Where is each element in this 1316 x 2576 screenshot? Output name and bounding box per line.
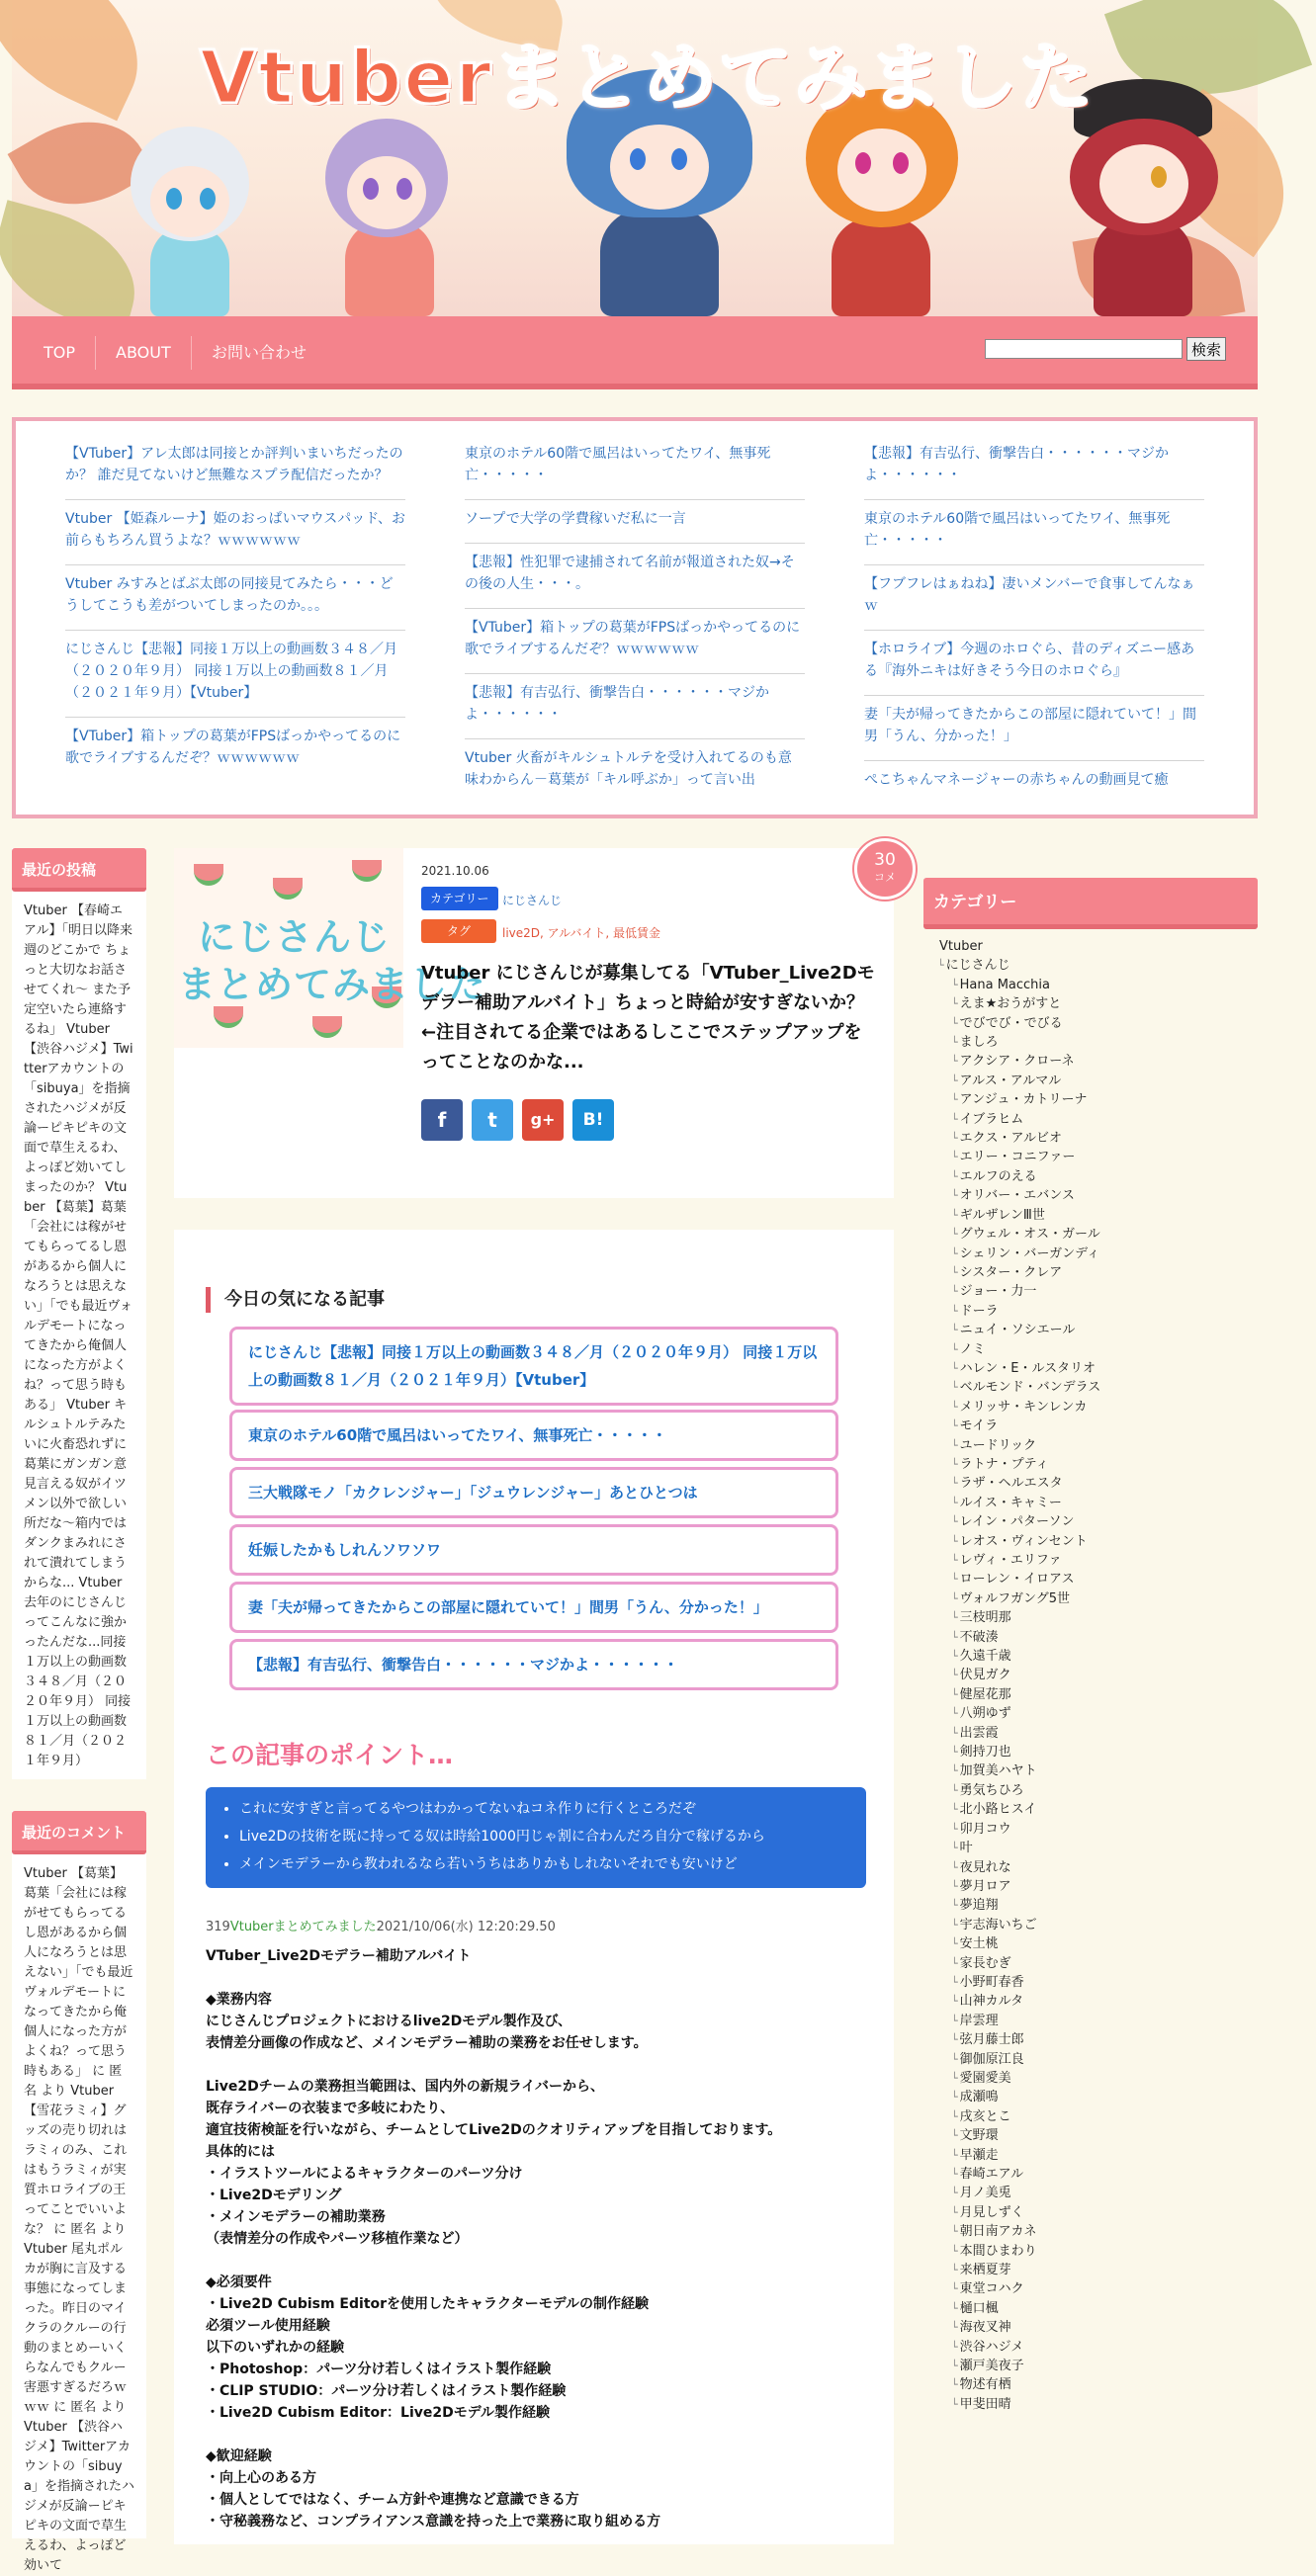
category-item[interactable]: └ 健屋花那 xyxy=(939,1685,1258,1704)
post-body-line: ・CLIP STUDIO：パーツ分け若しくはイラスト製作経験 xyxy=(206,2383,567,2399)
post-body-line: ・Live2Dモデリング xyxy=(206,2188,342,2203)
related-link[interactable]: 【フブフレはぁねね】凄いメンバーで食事してんなぁｗ xyxy=(864,565,1204,631)
related-link[interactable]: 東京のホテル60階で風呂はいってたワイ、無事死亡・・・・・ xyxy=(465,435,805,500)
link-column-2 xyxy=(465,435,805,788)
category-item[interactable]: └ グウェル・オス・ガール xyxy=(939,1225,1258,1244)
category-item[interactable]: └ 北小路ヒスイ xyxy=(939,1800,1258,1819)
category-item[interactable]: └ 山神カルタ xyxy=(939,1992,1258,2011)
category-item[interactable]: └ 早瀬走 xyxy=(939,2146,1258,2165)
category-item[interactable]: └ 久遠千歳 xyxy=(939,1647,1258,1666)
article-points-box xyxy=(206,1787,866,1888)
category-item[interactable]: └ メリッサ・キンレンカ xyxy=(939,1398,1258,1417)
category-item[interactable]: └ エクス・アルビオ xyxy=(939,1129,1258,1148)
category-item[interactable]: └ ハレン・E・ルスタリオ xyxy=(939,1359,1258,1378)
category-item[interactable]: └ 月ノ美兎 xyxy=(939,2184,1258,2202)
google-plus-share-icon[interactable]: g+ xyxy=(522,1099,564,1141)
post-body-line: ◆必須要件 xyxy=(206,2275,272,2290)
today-article-link[interactable]: にじさんじ【悲報】同接１万以上の動画数３４８／月（２０２０年９月） 同接１万以上の動画数８１／月（２０２１年９月）【Vtuber】 xyxy=(229,1327,838,1406)
related-link[interactable]: Vtuber 火畜がキルシュトルテを受け入れてるのも意味わからん－葛葉が「キル呼ぶか」って言い出 xyxy=(465,750,792,788)
related-links-box xyxy=(12,417,1258,818)
article-point: • これに安すぎと言ってるやつはわかってないねコネ作りに行くところだぞ xyxy=(239,1795,852,1823)
category-item[interactable]: └ 夢月ロア xyxy=(939,1877,1258,1896)
category-widget-title: カテゴリー xyxy=(923,878,1258,929)
post-body-line: ・個人としてではなく、チーム方針や連携など意識できる方 xyxy=(206,2492,579,2508)
article-card xyxy=(174,848,894,1198)
category-item[interactable]: └ 三枝明那 xyxy=(939,1608,1258,1627)
link-column-1 xyxy=(65,435,405,783)
search-input[interactable] xyxy=(985,339,1183,359)
post-body-line xyxy=(206,2250,868,2272)
tag-badge: タグ xyxy=(421,919,496,943)
recent-comments-widget xyxy=(12,1811,146,2573)
category-item[interactable]: └ 小野町春香 xyxy=(939,1973,1258,1992)
post-body-line: ◆業務内容 xyxy=(206,1992,272,2008)
category-item[interactable]: └ イブラヒム xyxy=(939,1110,1258,1129)
post-body-line xyxy=(206,2424,868,2446)
category-item[interactable]: └ 家長むぎ xyxy=(939,1954,1258,1973)
category-item[interactable]: └ ノミ xyxy=(939,1340,1258,1359)
category-item[interactable]: └ アンジュ・カトリーナ xyxy=(939,1090,1258,1109)
category-item[interactable]: └ でびでび・でびる xyxy=(939,1014,1258,1033)
category-item[interactable]: └ エリー・コニファー xyxy=(939,1148,1258,1166)
category-item[interactable]: └ ルイス・キャミー xyxy=(939,1494,1258,1512)
related-link[interactable]: 妻「夫が帰ってきたからこの部屋に隠れていて！」間男「うん、分かった！」 xyxy=(864,696,1204,761)
facebook-share-icon[interactable]: f xyxy=(421,1099,463,1141)
today-articles-heading: 今日の気になる記事 xyxy=(206,1287,385,1313)
recent-comments-title: 最近のコメント xyxy=(12,1811,146,1854)
post-body-line xyxy=(206,1967,868,1989)
category-item[interactable]: └ 瀬戸美夜子 xyxy=(939,2357,1258,2375)
today-article-link[interactable]: 【悲報】有吉弘行、衝撃告白・・・・・・マジかよ・・・・・・ xyxy=(229,1639,838,1690)
recent-comments-list[interactable]: Vtuber 【葛葉】葛葉「会社には稼がせてもらってるし恩があるから個人になろうとは思えない」「でも最近ヴォルデモートになってきたから俺個人になった方がよくね？って思う時もある」 に 匿名 より Vtuber 【雪花ラミィ】グッズの売り切れはラミィのみ、これはもうラミィが実質ホロライブの王ってことでいいよな？ に 匿名 より Vtuber 尾丸ポルカが胸に言及する事態になってしまった。昨日のマイクラのクルーの行動のまとめーいくらなんでもクルー害悪すぎるだろｗｗｗ に 匿名 より Vtuber 【渋谷ハジメ】Twitterアカウントの「sibuya」を指摘されたハジメが反論ーピキピキの文面で草生えるわ、よっぽど効いて xyxy=(24,1866,134,2573)
post-body-line: 以下のいずれかの経験 xyxy=(206,2340,344,2356)
post-body-line: ・守秘義務など、コンプライアンス意識を持った上で業務に取り組める方 xyxy=(206,2514,661,2530)
comment-unit: コメ xyxy=(874,871,896,884)
category-item[interactable]: └ アクシア・クローネ xyxy=(939,1052,1258,1071)
article-body xyxy=(174,1230,894,2544)
related-link[interactable]: 【悲報】性犯罪で逮捕されて名前が報道された奴→その後の人生・・・。 xyxy=(465,544,805,609)
comment-count-badge[interactable] xyxy=(854,838,916,900)
category-item[interactable]: └ えま★おうがすと xyxy=(939,994,1258,1013)
twitter-share-icon[interactable]: t xyxy=(472,1099,513,1141)
post-body-line: 既存ライバーの衣装まで多岐にわたり、 xyxy=(206,2101,455,2116)
link-column-3 xyxy=(864,435,1204,805)
post-body-line: ◆歓迎経験 xyxy=(206,2448,272,2464)
category-item[interactable]: └ 宇志海いちご xyxy=(939,1916,1258,1934)
nav-top[interactable]: TOP xyxy=(24,336,96,370)
category-item[interactable]: └ 甲斐田晴 xyxy=(939,2395,1258,2414)
category-item[interactable]: └ 叶 xyxy=(939,1839,1258,1857)
category-item[interactable]: └ 安土桃 xyxy=(939,1934,1258,1953)
category-item[interactable]: └ 春崎エアル xyxy=(939,2165,1258,2184)
post-meta xyxy=(206,1916,556,1934)
category-item[interactable]: └ ベルモンド・バンデラス xyxy=(939,1378,1258,1397)
related-link[interactable]: 【VTuber】箱トップの葛葉がFPSばっかやってるのに歌でライブするんだぞ？ｗｗｗｗｗｗ xyxy=(65,729,401,766)
category-root[interactable]: Vtuber xyxy=(939,939,983,954)
related-link[interactable]: ぺこちゃんマネージャーの赤ちゃんの動画見て癒 xyxy=(864,772,1169,788)
category-item[interactable]: └ 来栖夏芽 xyxy=(939,2261,1258,2279)
category-item[interactable]: └ レイン・パターソン xyxy=(939,1512,1258,1531)
category-item[interactable]: └ 渋谷ハジメ xyxy=(939,2338,1258,2357)
post-body-line: にじさんじプロジェクトにおけるlive2Dモデル製作及び、 xyxy=(206,2014,572,2029)
today-article-link[interactable]: 妻「夫が帰ってきたからこの部屋に隠れていて！」間男「うん、分かった！」 xyxy=(229,1582,838,1633)
category-item[interactable]: └ 本間ひまわり xyxy=(939,2242,1258,2261)
category-item[interactable]: └ 御伽原江良 xyxy=(939,2050,1258,2069)
nav-about[interactable]: ABOUT xyxy=(96,336,192,370)
search-button[interactable]: 検索 xyxy=(1186,337,1226,361)
post-body-line: ・Live2D Cubism Editorを使用したキャラクターモデルの制作経験 xyxy=(206,2296,650,2312)
related-link[interactable]: にじさんじ【悲報】同接１万以上の動画数３４８／月（２０２０年９月） 同接１万以上の動画数８１／月（２０２１年９月）【Vtuber】 xyxy=(65,631,405,718)
category-item[interactable]: └ レヴィ・エリファ xyxy=(939,1551,1258,1570)
today-article-link[interactable]: 妊娠したかもしれんソワソワ xyxy=(229,1524,838,1576)
article-date: 2021.10.06 xyxy=(421,864,489,878)
article-title[interactable]: Vtuber にじさんじが募集してる「VTuber_Live2Dモデラー補助アルバイト」ちょっと時給が安すぎないか？←注目されてる企業ではあるしここでステップアップをってことなのかな... xyxy=(421,963,875,1073)
post-body-line: VTuber_Live2Dモデラー補助アルバイト xyxy=(206,1948,472,1964)
recent-posts-list[interactable]: Vtuber 【春崎エアル】「明日以降来週のどこかで ちょっと大切なお話させてくれ～ また予定空いたら連絡するね」 Vtuber 【渋谷ハジメ】Twitterアカウントの「sibuya」を指摘されたハジメが反論ーピキピキの文面で草生えるわ、よっぽど効いてしまったのか？ Vtuber 【葛葉】葛葉「会社には稼がせてもらってるし恩があるから個人になろうとは思えない」「でも最近ヴォルデモートになってきたから俺個人になった方がよくね？って思う時もある」 Vtuber キルシュトルテみたいに火畜恐れずに葛葉にガンガン意見言える奴がイツメン以外で欲しい所だな～箱内ではダンクまみれにされて潰れてしまうからな... Vtuber 去年のにじさんじってこんなに強かったんだな...同接１万以上の動画数３４８／月（２０２０年９月） 同接１万以上の動画数８１／月（２０２１年９月） xyxy=(24,903,133,1768)
post-body-line xyxy=(206,2054,868,2076)
character-illustration xyxy=(121,119,259,316)
related-link[interactable]: 【ホロライブ】今週のホロぐら、昔のディズニー感ある『海外ニキは好きそう今日のホロぐら』 xyxy=(864,631,1204,696)
category-widget xyxy=(923,878,1258,2414)
category-item[interactable]: └ ましろ xyxy=(939,1033,1258,1052)
category-item[interactable]: └ レオス・ヴィンセント xyxy=(939,1532,1258,1551)
category-item[interactable]: └ ラザ・ヘルエスタ xyxy=(939,1474,1258,1493)
category-item[interactable]: └ 加賀美ハヤト xyxy=(939,1761,1258,1780)
category-item[interactable]: └ 海夜叉神 xyxy=(939,2318,1258,2337)
article-point: • メインモデラーから教われるなら若いうちはありかもしれないそれでも安いけど xyxy=(239,1850,852,1878)
post-body-line: ・メインモデラーの補助業務 xyxy=(206,2209,386,2225)
category-item[interactable]: └ ユードリック xyxy=(939,1436,1258,1455)
post-body-line: Live2Dチームの業務担当範囲は、国内外の新規ライバーから、 xyxy=(206,2079,605,2095)
category-item[interactable]: └ シスター・クレア xyxy=(939,1263,1258,1282)
category-item[interactable]: └ 剣持刀也 xyxy=(939,1743,1258,1761)
post-body-line: ・Live2D Cubism Editor：Live2Dモデル製作経験 xyxy=(206,2405,551,2421)
article-points-heading: この記事のポイント… xyxy=(206,1741,454,1769)
post-author: Vtuberまとめてみました xyxy=(229,1920,377,1934)
category-item[interactable]: └ 東堂コハク xyxy=(939,2279,1258,2298)
post-body-line: 表情差分画像の作成など、メインモデラー補助の業務をお任せします。 xyxy=(206,2035,648,2051)
category-item[interactable]: └ 夢追翔 xyxy=(939,1896,1258,1915)
today-article-link[interactable]: 東京のホテル60階で風呂はいってたワイ、無事死亡・・・・・ xyxy=(229,1410,838,1461)
category-item[interactable]: └ 物述有栖 xyxy=(939,2375,1258,2394)
recent-posts-widget xyxy=(12,848,146,1779)
category-item[interactable]: └ ジョー・力一 xyxy=(939,1282,1258,1301)
category-item[interactable]: └ シェリン・バーガンディ xyxy=(939,1245,1258,1263)
related-link[interactable]: 【VTuber】箱トップの葛葉がFPSばっかやってるのに歌でライブするんだぞ？ｗｗｗｗｗｗ xyxy=(465,609,805,674)
post-body-line: 適宜技術検証を行いながら、チームとしてLive2Dのクオリティアップを目指しております。 xyxy=(206,2122,782,2138)
category-badge: カテゴリー xyxy=(421,887,498,910)
site-title[interactable]: Vtuberまとめてみました xyxy=(200,36,1095,121)
category-item[interactable]: └ エルフのえる xyxy=(939,1167,1258,1186)
article-point: • Live2Dの技術を既に持ってる奴は時給1000円じゃ割に合わんだろ自分で稼げるから xyxy=(239,1823,852,1850)
category-item[interactable]: └ 勇気ちひろ xyxy=(939,1781,1258,1800)
post-body-line: ・イラストツールによるキャラクターのパーツ分け xyxy=(206,2166,523,2182)
comment-count: 30 xyxy=(874,850,896,870)
post-body-line: 必須ツール使用経験 xyxy=(206,2318,330,2334)
category-item[interactable]: └ 伏見ガク xyxy=(939,1666,1258,1684)
category-item[interactable]: └ 出雲霞 xyxy=(939,1724,1258,1743)
thumbnail-line: にじさんじ xyxy=(198,915,392,959)
category-item[interactable]: └ 朝日南アカネ xyxy=(939,2222,1258,2241)
post-number: 319 xyxy=(206,1920,230,1934)
related-link[interactable]: Vtuber 【姫森ルーナ】姫のおっぱいマウスパッド、お前らもちろん買うよな？ｗｗｗｗｗｗ xyxy=(65,500,405,565)
category-tree xyxy=(923,929,1258,2414)
category-item[interactable]: └ ギルザレンⅢ世 xyxy=(939,1206,1258,1225)
post-datetime: 2021/10/06(水) 12:20:29.50 xyxy=(376,1920,556,1934)
category-item[interactable]: └ アルス・アルマル xyxy=(939,1072,1258,1090)
thumbnail-line: まとめてみました xyxy=(178,963,487,1006)
hatena-bookmark-icon[interactable]: B! xyxy=(572,1099,614,1141)
category-item[interactable]: └ ドーラ xyxy=(939,1302,1258,1321)
category-link[interactable]: にじさんじ xyxy=(502,894,563,907)
category-item[interactable]: └ 八朔ゆず xyxy=(939,1704,1258,1723)
category-item[interactable]: └ ラトナ・プティ xyxy=(939,1455,1258,1474)
post-body-line: ・向上心のある方 xyxy=(206,2470,316,2486)
leaf-decoration xyxy=(0,0,167,121)
category-item[interactable]: └ 岸雲理 xyxy=(939,2012,1258,2030)
category-item[interactable]: └ モイラ xyxy=(939,1417,1258,1435)
related-link[interactable]: ソープで大学の学費稼いだ私に一言 xyxy=(465,500,805,544)
category-item[interactable]: └ 夜見れな xyxy=(939,1858,1258,1877)
related-link[interactable]: 【VTuber】アレ太郎は同接とか評判いまいちだったのか？ 誰だ見てないけど無難なスプラ配信だったか？ xyxy=(65,435,405,500)
related-link[interactable]: 【悲報】有吉弘行、衝撃告白・・・・・・マジかよ・・・・・・ xyxy=(465,674,805,739)
category-item[interactable]: └ 卯月コウ xyxy=(939,1820,1258,1839)
post-body-line: 具体的には xyxy=(206,2144,275,2160)
category-item[interactable]: └ 文野環 xyxy=(939,2126,1258,2145)
today-article-link[interactable]: 三大戦隊モノ「カクレンジャー」「ジュウレンジャー」あとひとつは xyxy=(229,1467,838,1518)
category-item[interactable]: └ 樋口楓 xyxy=(939,2299,1258,2318)
nav-contact[interactable]: お問い合わせ xyxy=(212,343,307,362)
category-item[interactable]: └ ローレン・イロアス xyxy=(939,1570,1258,1589)
post-body-line: ・Photoshop：パーツ分け若しくはイラスト製作経験 xyxy=(206,2361,552,2377)
related-link[interactable]: 東京のホテル60階で風呂はいってたワイ、無事死亡・・・・・ xyxy=(864,500,1204,565)
post-body-line: （表情差分の作成やパーツ移植作業など） xyxy=(206,2231,469,2247)
category-item[interactable]: └ Hana Macchia xyxy=(939,976,1258,994)
category-item[interactable]: └ 月見しずく xyxy=(939,2203,1258,2222)
tag-links[interactable]: live2D, アルバイト, 最低賃金 xyxy=(502,926,660,940)
related-link[interactable]: Vtuber みすみとばぶ太郎の同接見てみたら・・・どうしてこうも差がついてしまったのか。。。 xyxy=(65,565,405,631)
category-item[interactable]: └ 弦月藤士郎 xyxy=(939,2030,1258,2049)
character-illustration xyxy=(313,99,462,316)
recent-posts-title: 最近の投稿 xyxy=(12,848,146,892)
category-item[interactable]: └ 戌亥とこ xyxy=(939,2107,1258,2126)
category-group[interactable]: └ にじさんじ xyxy=(939,956,1258,975)
category-item[interactable]: └ 成瀬鳴 xyxy=(939,2088,1258,2106)
category-item[interactable]: └ ヴォルフガング5世 xyxy=(939,1589,1258,1608)
category-item[interactable]: └ 愛園愛美 xyxy=(939,2069,1258,2088)
related-link[interactable]: 【悲報】有吉弘行、衝撃告白・・・・・・マジかよ・・・・・・ xyxy=(864,435,1204,500)
post-body-text xyxy=(206,1945,868,2533)
site-header-banner[interactable] xyxy=(12,0,1258,316)
category-item[interactable]: └ オリバー・エバンス xyxy=(939,1186,1258,1205)
category-item[interactable]: └ 不破湊 xyxy=(939,1628,1258,1647)
category-item[interactable]: └ ニュイ・ソシエール xyxy=(939,1321,1258,1339)
